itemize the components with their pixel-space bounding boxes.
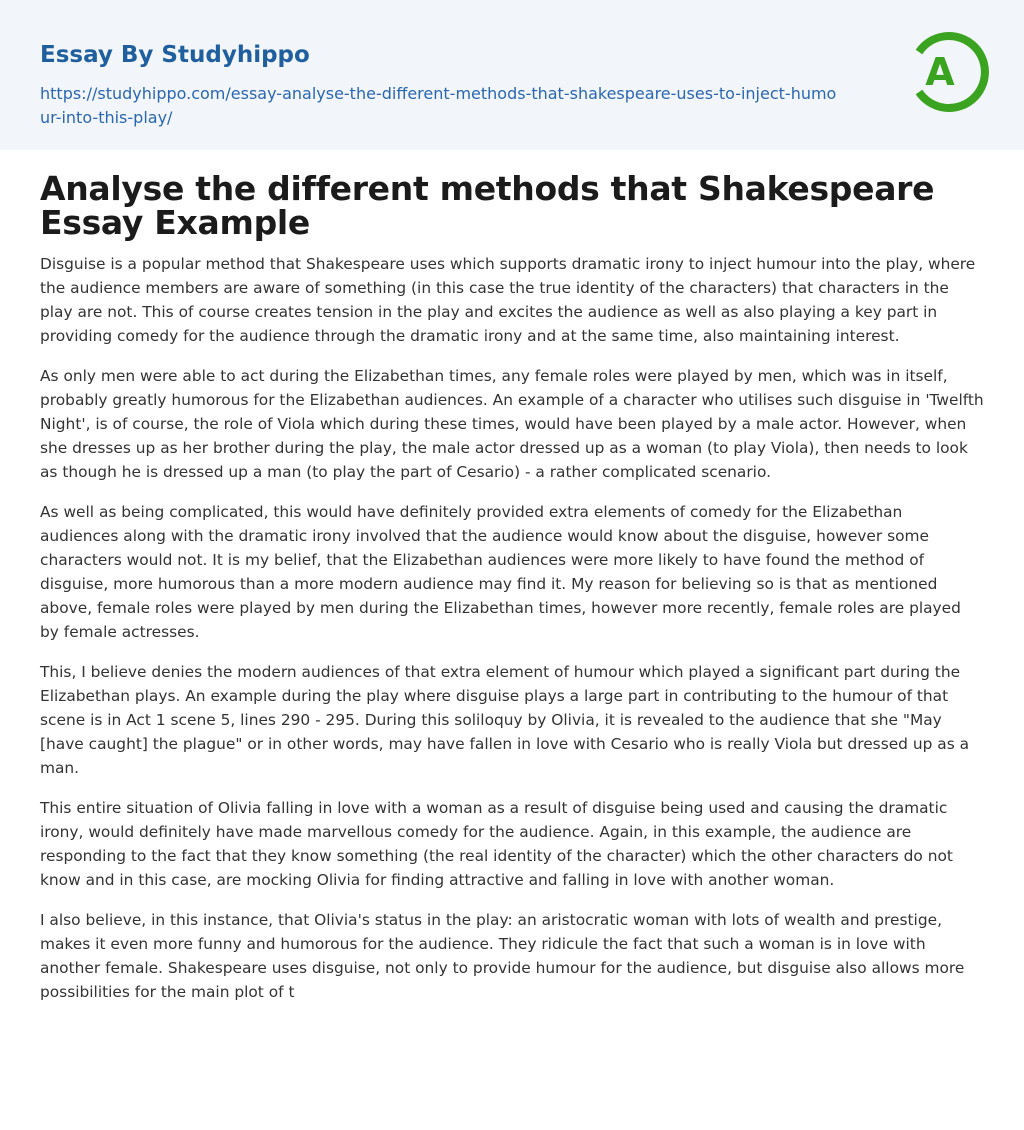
- site-title[interactable]: Essay By Studyhippo: [40, 42, 310, 68]
- logo-letter: A: [925, 50, 955, 94]
- paragraph: I also believe, in this instance, that Olivia's status in the play: an aristocratic woman with lots of wealth and prestige, makes it even more funny and humorous for the audience. They ridicule the fact that such a woman is in love with another female. Shakespeare uses disguise, not only to provide humour for the audience, but disguise also allows more possibilities for the main plot of t: [40, 911, 965, 1001]
- paragraph: Disguise is a popular method that Shakespeare uses which supports dramatic irony to inject humour into the play, where the audience members are aware of something (in this case the true identity of the characters) that characters in the play are not. This of course creates tension in the play and excites the audience as well as also playing a key part in providing comedy for the audience through the dramatic irony and at the same time, also maintaining interest.: [40, 255, 976, 345]
- essay-title: Analyse the different methods that Shakespeare Essay Example: [40, 169, 935, 242]
- paragraph: This entire situation of Olivia falling in love with a woman as a result of disguise being used and causing the dramatic irony, would definitely have made marvellous comedy for the audience. Again, in this example, the audience are responding to the fact that they know something (the real identity of the character) which the other characters do not know and in this case, are mocking Olivia for finding attractive and falling in love with another woman.: [40, 799, 953, 889]
- site-header: [0, 0, 1024, 150]
- paragraph: This, I believe denies the modern audiences of that extra element of humour which played a significant part during the Elizabethan plays. An example during the play where disguise plays a large part in contributing to the humour of that scene is in Act 1 scene 5, lines 290 - 295. During this soliloquy by Olivia, it is revealed to the audience that she "May [have caught] the plague" or in other words, may have fallen in love with Cesario who is really Viola but dressed up as a man.: [40, 663, 970, 777]
- paragraph: As only men were able to act during the Elizabethan times, any female roles were played by men, which was in itself, probably greatly humorous for the Elizabethan audiences. An example of a character who utilises such disguise in 'Twelfth Night', is of course, the role of Viola which during these times, would have been played by a male actor. However, when she dresses up as her brother during the play, the male actor dressed up as a woman (to play Viola), then needs to look as though he is dressed up a man (to play the part of Cesario) - a rather complicated scenario.: [40, 367, 984, 481]
- studyhippo-logo-icon[interactable]: [907, 30, 991, 114]
- article-body: [0, 150, 1024, 1004]
- paragraph: As well as being complicated, this would have definitely provided extra elements of comedy for the Elizabethan audiences along with the dramatic irony involved that the audience would know about the disguise, however some characters would not. It is my belief, that the Elizabethan audiences were more likely to have found the method of disguise, more humorous than a more modern audience may find it. My reason for believing so is that as mentioned above, female roles were played by men during the Elizabethan times, however more recently, female roles are played by female actresses.: [40, 503, 961, 641]
- essay-url-link[interactable]: https://studyhippo.com/essay-analyse-the-different-methods-that-shakespeare-uses-to-inject-humour-into-this-play/: [40, 84, 837, 127]
